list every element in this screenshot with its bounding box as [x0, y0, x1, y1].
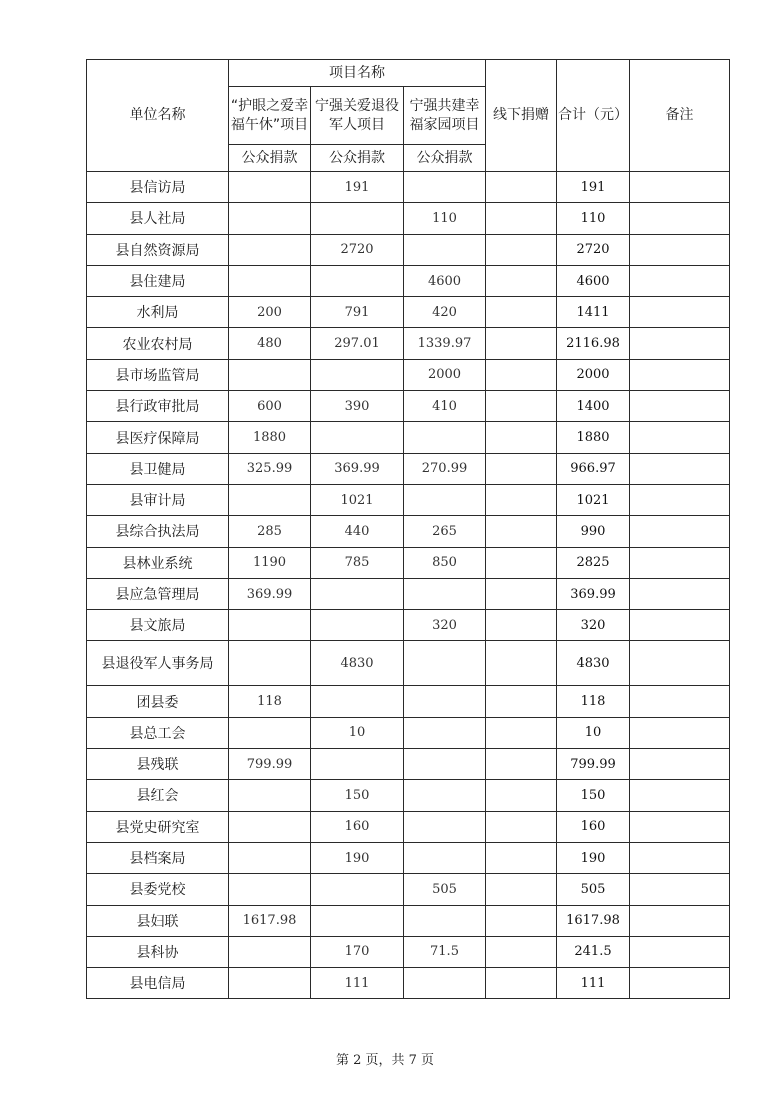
- remarks-cell: [630, 780, 730, 811]
- total-cell: 320: [557, 610, 630, 641]
- unit-name-cell: 县信访局: [87, 172, 229, 203]
- remarks-cell: [630, 234, 730, 265]
- offline-cell: [486, 203, 557, 234]
- table-row: [87, 905, 730, 936]
- total-cell: 1411: [557, 297, 630, 328]
- table-row: [87, 749, 730, 780]
- table-row: [87, 516, 730, 547]
- remarks-cell: [630, 359, 730, 390]
- total-cell: 10: [557, 717, 630, 748]
- total-cell: 1021: [557, 484, 630, 515]
- project-3-cell: 2000: [404, 359, 486, 390]
- table-row: [87, 610, 730, 641]
- header-project-2: 宁强关爱退役军人项目: [311, 87, 404, 145]
- project-2-cell: [311, 422, 404, 453]
- header-project-1: “护眼之爱幸福午休”项目: [229, 87, 311, 145]
- project-1-cell: [229, 968, 311, 999]
- project-1-cell: 118: [229, 686, 311, 717]
- project-2-cell: 160: [311, 811, 404, 842]
- project-2-cell: 111: [311, 968, 404, 999]
- project-3-cell: [404, 422, 486, 453]
- project-1-cell: [229, 936, 311, 967]
- remarks-cell: [630, 172, 730, 203]
- project-2-cell: 785: [311, 547, 404, 578]
- project-2-cell: [311, 610, 404, 641]
- table-row: [87, 453, 730, 484]
- offline-cell: [486, 172, 557, 203]
- project-3-cell: 505: [404, 874, 486, 905]
- offline-cell: [486, 484, 557, 515]
- offline-cell: [486, 578, 557, 609]
- table-row: [87, 391, 730, 422]
- table-row: [87, 422, 730, 453]
- project-1-cell: 325.99: [229, 453, 311, 484]
- unit-name-cell: 县综合执法局: [87, 516, 229, 547]
- project-1-cell: [229, 811, 311, 842]
- remarks-cell: [630, 516, 730, 547]
- remarks-cell: [630, 842, 730, 873]
- unit-name-cell: 县医疗保障局: [87, 422, 229, 453]
- offline-cell: [486, 936, 557, 967]
- project-3-cell: [404, 780, 486, 811]
- total-cell: 2116.98: [557, 328, 630, 359]
- project-1-cell: [229, 780, 311, 811]
- project-3-cell: [404, 717, 486, 748]
- project-1-cell: 799.99: [229, 749, 311, 780]
- header-remarks: 备注: [630, 60, 730, 172]
- project-2-cell: 791: [311, 297, 404, 328]
- project-2-cell: [311, 578, 404, 609]
- table-row: [87, 359, 730, 390]
- project-2-cell: [311, 265, 404, 296]
- remarks-cell: [630, 265, 730, 296]
- project-2-cell: 440: [311, 516, 404, 547]
- total-cell: 505: [557, 874, 630, 905]
- table-header: [87, 60, 730, 172]
- offline-cell: [486, 686, 557, 717]
- header-total: 合计（元）: [557, 60, 630, 172]
- remarks-cell: [630, 297, 730, 328]
- table-row: [87, 641, 730, 686]
- offline-cell: [486, 391, 557, 422]
- header-public-donation-1: 公众捐款: [229, 145, 311, 172]
- remarks-cell: [630, 641, 730, 686]
- project-1-cell: [229, 234, 311, 265]
- project-2-cell: 10: [311, 717, 404, 748]
- offline-cell: [486, 422, 557, 453]
- project-3-cell: [404, 578, 486, 609]
- project-3-cell: [404, 172, 486, 203]
- project-1-cell: 200: [229, 297, 311, 328]
- total-cell: 1617.98: [557, 905, 630, 936]
- remarks-cell: [630, 578, 730, 609]
- table-row: [87, 578, 730, 609]
- total-cell: 190: [557, 842, 630, 873]
- remarks-cell: [630, 686, 730, 717]
- header-public-donation-2: 公众捐款: [311, 145, 404, 172]
- total-cell: 2720: [557, 234, 630, 265]
- offline-cell: [486, 297, 557, 328]
- total-cell: 369.99: [557, 578, 630, 609]
- header-project-3: 宁强共建幸福家园项目: [404, 87, 486, 145]
- project-1-cell: [229, 359, 311, 390]
- remarks-cell: [630, 874, 730, 905]
- unit-name-cell: 县党史研究室: [87, 811, 229, 842]
- project-2-cell: [311, 905, 404, 936]
- total-cell: 799.99: [557, 749, 630, 780]
- remarks-cell: [630, 203, 730, 234]
- project-1-cell: 480: [229, 328, 311, 359]
- project-2-cell: 1021: [311, 484, 404, 515]
- project-3-cell: 1339.97: [404, 328, 486, 359]
- project-2-cell: 4830: [311, 641, 404, 686]
- total-cell: 990: [557, 516, 630, 547]
- remarks-cell: [630, 717, 730, 748]
- page-number: 第 2 页，共 7 页: [335, 1053, 435, 1068]
- remarks-cell: [630, 453, 730, 484]
- offline-cell: [486, 780, 557, 811]
- project-1-cell: [229, 484, 311, 515]
- remarks-cell: [630, 936, 730, 967]
- project-3-cell: 270.99: [404, 453, 486, 484]
- table-row: [87, 203, 730, 234]
- project-1-cell: [229, 874, 311, 905]
- project-3-cell: 110: [404, 203, 486, 234]
- project-3-cell: [404, 905, 486, 936]
- project-3-cell: 410: [404, 391, 486, 422]
- remarks-cell: [630, 610, 730, 641]
- total-cell: 2825: [557, 547, 630, 578]
- table-row: [87, 234, 730, 265]
- remarks-cell: [630, 811, 730, 842]
- table-row: [87, 547, 730, 578]
- offline-cell: [486, 328, 557, 359]
- project-2-cell: [311, 686, 404, 717]
- offline-cell: [486, 547, 557, 578]
- offline-cell: [486, 453, 557, 484]
- total-cell: 1400: [557, 391, 630, 422]
- total-cell: 966.97: [557, 453, 630, 484]
- unit-name-cell: 县人社局: [87, 203, 229, 234]
- header-public-donation-3: 公众捐款: [404, 145, 486, 172]
- total-cell: 2000: [557, 359, 630, 390]
- project-3-cell: [404, 811, 486, 842]
- total-cell: 110: [557, 203, 630, 234]
- project-1-cell: 600: [229, 391, 311, 422]
- table-row: [87, 265, 730, 296]
- project-2-cell: 191: [311, 172, 404, 203]
- unit-name-cell: 县红会: [87, 780, 229, 811]
- unit-name-cell: 县妇联: [87, 905, 229, 936]
- unit-name-cell: 县卫健局: [87, 453, 229, 484]
- table-row: [87, 297, 730, 328]
- project-3-cell: [404, 968, 486, 999]
- table-row: [87, 328, 730, 359]
- offline-cell: [486, 874, 557, 905]
- unit-name-cell: 县档案局: [87, 842, 229, 873]
- project-1-cell: [229, 641, 311, 686]
- offline-cell: [486, 842, 557, 873]
- unit-name-cell: 县委党校: [87, 874, 229, 905]
- project-3-cell: [404, 749, 486, 780]
- table-row: [87, 968, 730, 999]
- table-row: [87, 717, 730, 748]
- project-3-cell: [404, 842, 486, 873]
- project-1-cell: 285: [229, 516, 311, 547]
- unit-name-cell: 县科协: [87, 936, 229, 967]
- project-2-cell: [311, 359, 404, 390]
- remarks-cell: [630, 968, 730, 999]
- offline-cell: [486, 359, 557, 390]
- project-3-cell: 71.5: [404, 936, 486, 967]
- project-2-cell: [311, 749, 404, 780]
- unit-name-cell: 县审计局: [87, 484, 229, 515]
- donation-table: [86, 59, 730, 999]
- table-row: [87, 811, 730, 842]
- header-project-group: 项目名称: [229, 60, 486, 87]
- project-3-cell: 420: [404, 297, 486, 328]
- header-offline-donation: 线下捐赠: [486, 60, 557, 172]
- unit-name-cell: 县退役军人事务局: [87, 641, 229, 686]
- unit-name-cell: 县住建局: [87, 265, 229, 296]
- unit-name-cell: 县行政审批局: [87, 391, 229, 422]
- offline-cell: [486, 641, 557, 686]
- project-1-cell: [229, 203, 311, 234]
- total-cell: 160: [557, 811, 630, 842]
- project-1-cell: [229, 265, 311, 296]
- table-row: [87, 780, 730, 811]
- remarks-cell: [630, 328, 730, 359]
- project-1-cell: [229, 717, 311, 748]
- unit-name-cell: 县文旅局: [87, 610, 229, 641]
- project-2-cell: 369.99: [311, 453, 404, 484]
- offline-cell: [486, 717, 557, 748]
- header-unit-name: 单位名称: [87, 60, 229, 172]
- unit-name-cell: 县应急管理局: [87, 578, 229, 609]
- table-row: [87, 484, 730, 515]
- project-1-cell: 1617.98: [229, 905, 311, 936]
- offline-cell: [486, 610, 557, 641]
- project-3-cell: 320: [404, 610, 486, 641]
- table-row: [87, 842, 730, 873]
- total-cell: 111: [557, 968, 630, 999]
- remarks-cell: [630, 484, 730, 515]
- project-1-cell: 369.99: [229, 578, 311, 609]
- unit-name-cell: 水利局: [87, 297, 229, 328]
- table-row: [87, 686, 730, 717]
- unit-name-cell: 县林业系统: [87, 547, 229, 578]
- project-3-cell: [404, 641, 486, 686]
- remarks-cell: [630, 749, 730, 780]
- unit-name-cell: 县电信局: [87, 968, 229, 999]
- total-cell: 4600: [557, 265, 630, 296]
- table-row: [87, 172, 730, 203]
- total-cell: 150: [557, 780, 630, 811]
- unit-name-cell: 县总工会: [87, 717, 229, 748]
- unit-name-cell: 农业农村局: [87, 328, 229, 359]
- project-1-cell: 1880: [229, 422, 311, 453]
- offline-cell: [486, 516, 557, 547]
- project-3-cell: 265: [404, 516, 486, 547]
- project-3-cell: 850: [404, 547, 486, 578]
- offline-cell: [486, 749, 557, 780]
- offline-cell: [486, 905, 557, 936]
- unit-name-cell: 县残联: [87, 749, 229, 780]
- total-cell: 191: [557, 172, 630, 203]
- project-1-cell: [229, 172, 311, 203]
- project-2-cell: 297.01: [311, 328, 404, 359]
- project-1-cell: 1190: [229, 547, 311, 578]
- project-2-cell: 150: [311, 780, 404, 811]
- offline-cell: [486, 265, 557, 296]
- project-3-cell: [404, 686, 486, 717]
- table-row: [87, 936, 730, 967]
- remarks-cell: [630, 422, 730, 453]
- project-3-cell: 4600: [404, 265, 486, 296]
- offline-cell: [486, 811, 557, 842]
- remarks-cell: [630, 391, 730, 422]
- project-3-cell: [404, 234, 486, 265]
- total-cell: 241.5: [557, 936, 630, 967]
- unit-name-cell: 县市场监管局: [87, 359, 229, 390]
- project-2-cell: 170: [311, 936, 404, 967]
- project-2-cell: 390: [311, 391, 404, 422]
- remarks-cell: [630, 905, 730, 936]
- total-cell: 1880: [557, 422, 630, 453]
- project-1-cell: [229, 610, 311, 641]
- total-cell: 118: [557, 686, 630, 717]
- project-1-cell: [229, 842, 311, 873]
- project-2-cell: [311, 203, 404, 234]
- project-2-cell: 190: [311, 842, 404, 873]
- unit-name-cell: 县自然资源局: [87, 234, 229, 265]
- table-row: [87, 874, 730, 905]
- remarks-cell: [630, 547, 730, 578]
- unit-name-cell: 团县委: [87, 686, 229, 717]
- total-cell: 4830: [557, 641, 630, 686]
- offline-cell: [486, 968, 557, 999]
- offline-cell: [486, 234, 557, 265]
- table-body: [87, 172, 730, 999]
- project-2-cell: 2720: [311, 234, 404, 265]
- project-2-cell: [311, 874, 404, 905]
- project-3-cell: [404, 484, 486, 515]
